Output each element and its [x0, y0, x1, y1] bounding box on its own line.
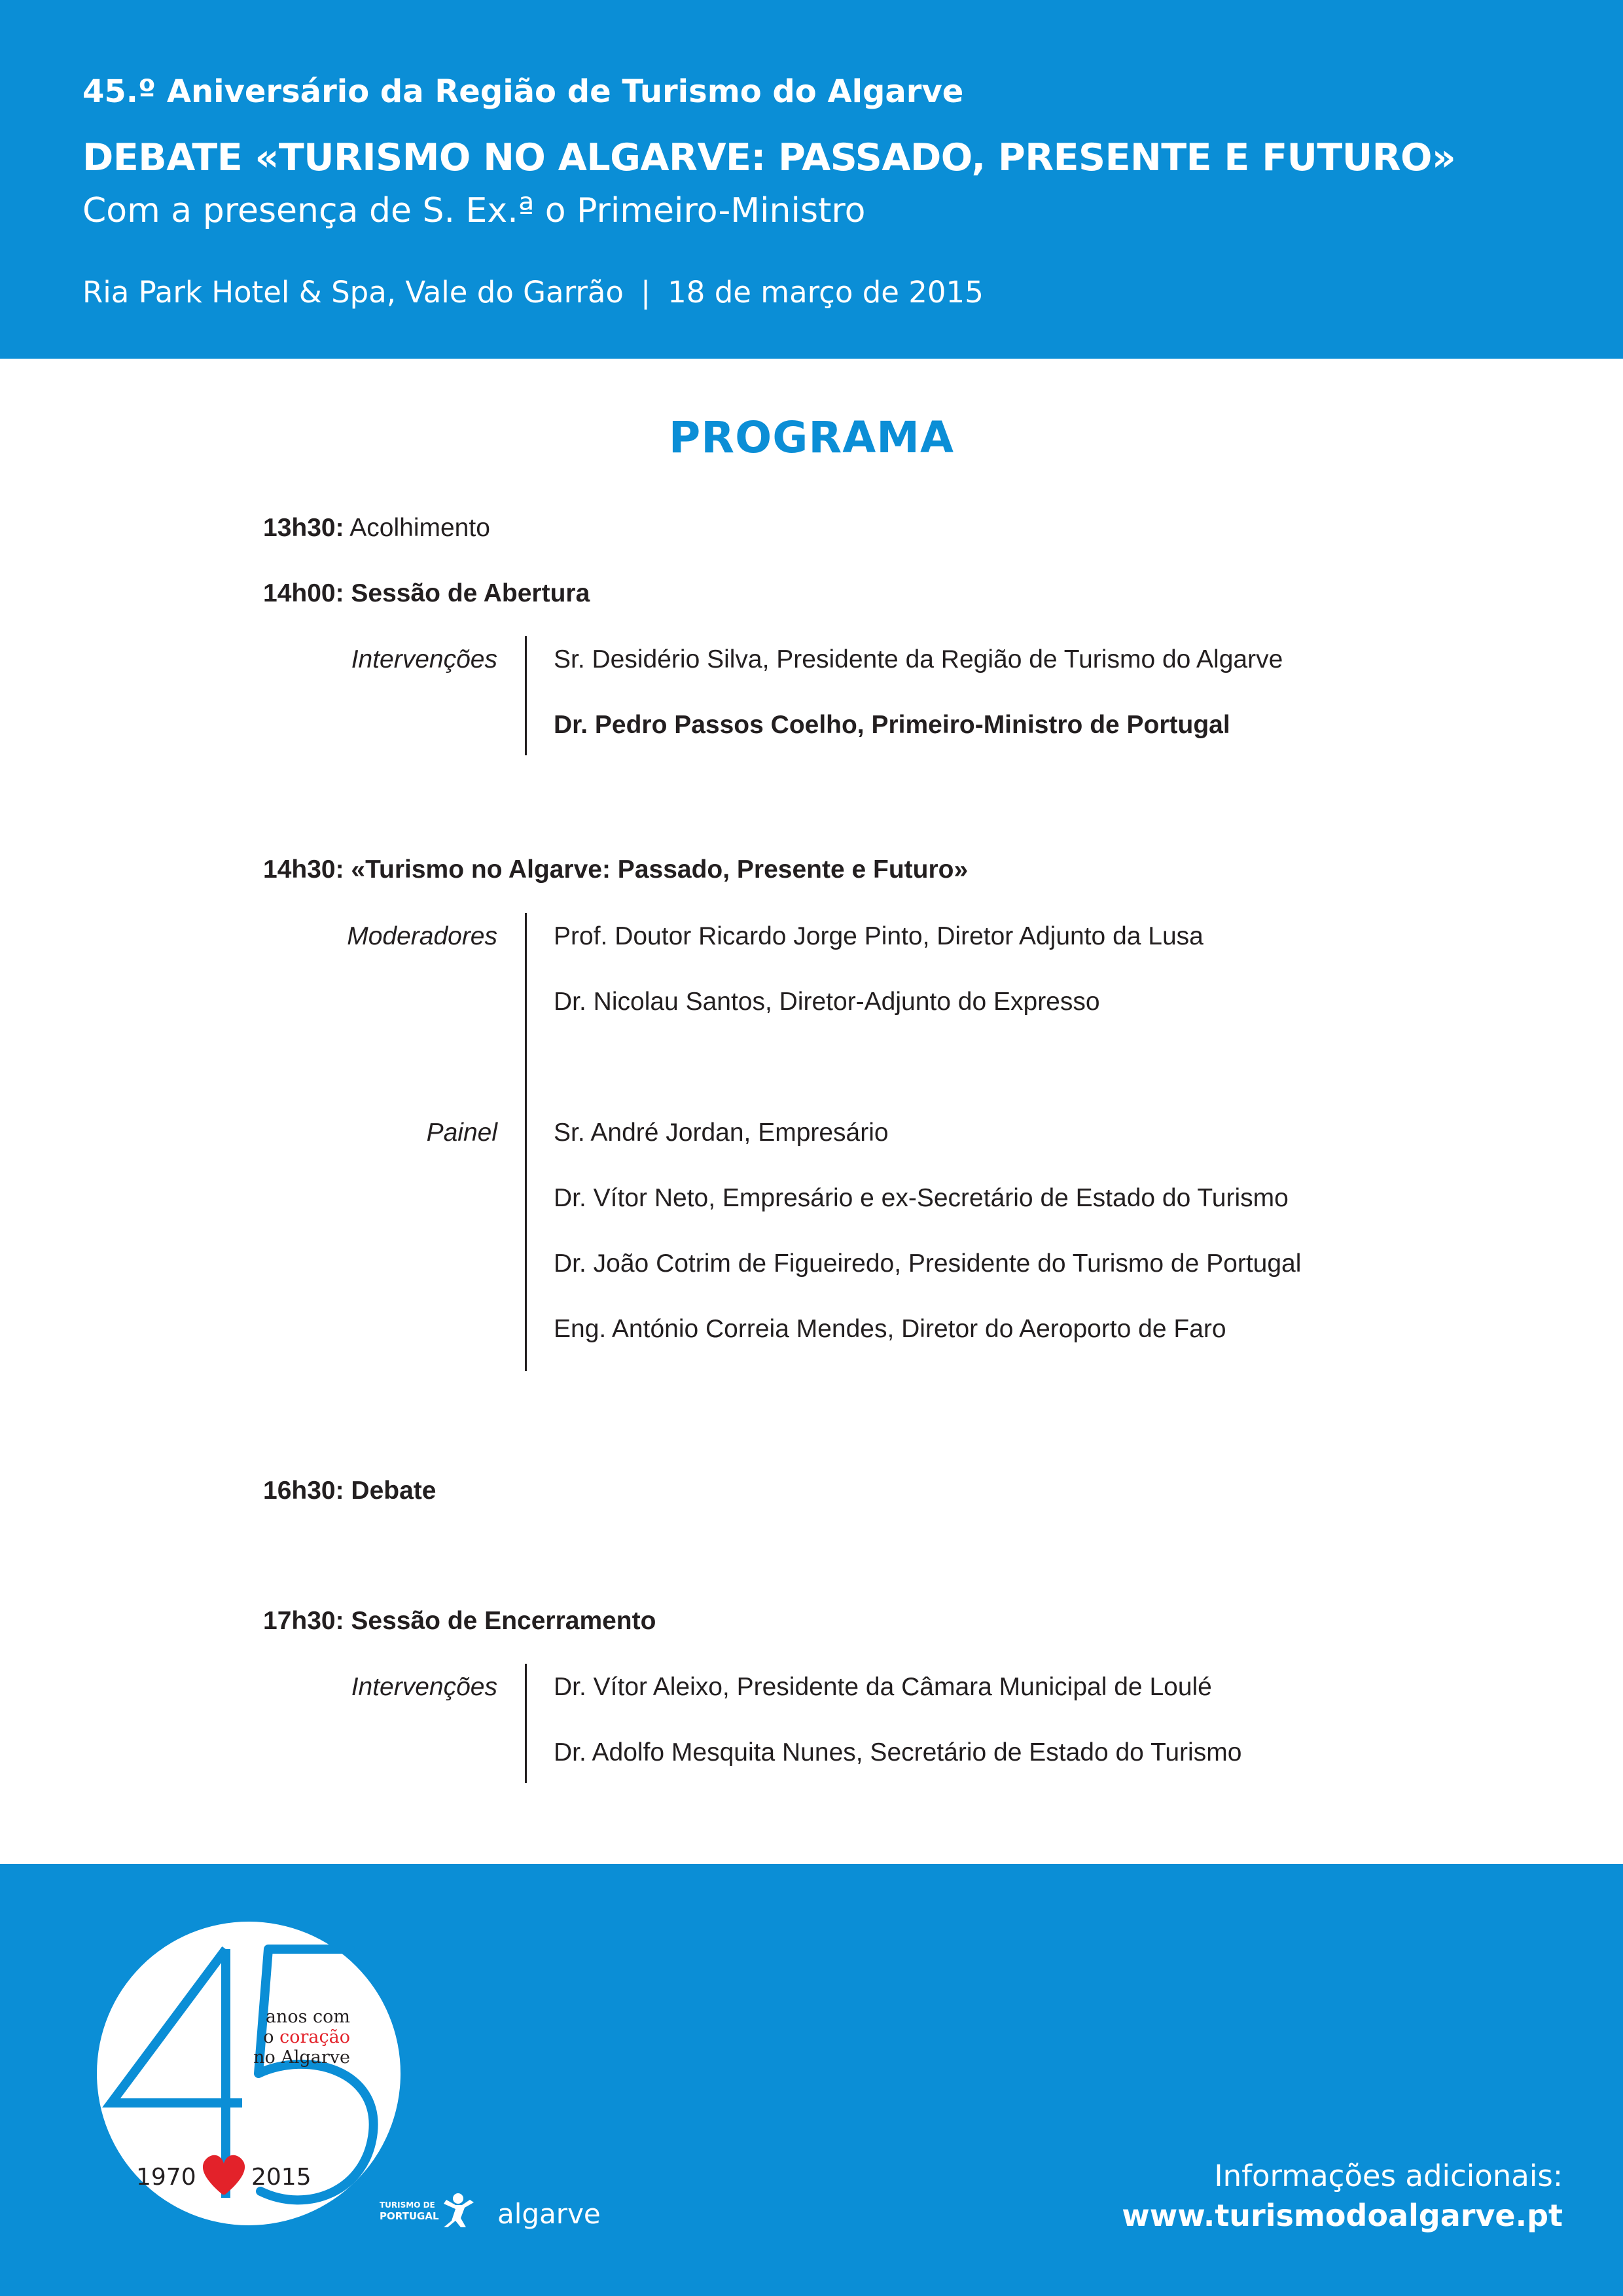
slot-abertura-title: 14h00: Sessão de Abertura	[263, 579, 590, 607]
programa-title: PROGRAMA	[668, 412, 955, 463]
turismo-mark-icon	[444, 2193, 474, 2227]
panelist-item: Dr. João Cotrim de Figueiredo, Presidente do Turismo de Portugal	[554, 1249, 1302, 1278]
logo-line2-highlight: coração	[279, 2027, 350, 2047]
moderator-item: Dr. Nicolau Santos, Diretor-Adjunto do Expresso	[554, 988, 1100, 1016]
logo-line2	[263, 2027, 350, 2047]
turismo-portugal-algarve-logo	[378, 2189, 627, 2235]
year-start: 1970	[136, 2164, 196, 2191]
venue-date-line	[82, 275, 984, 310]
brand-name: algarve	[497, 2198, 601, 2230]
info-url-link[interactable]: www.turismodoalgarve.pt	[1122, 2198, 1563, 2233]
logo-line3: no Algarve	[253, 2047, 350, 2068]
event-date: 18 de março de 2015	[668, 275, 984, 310]
speaker-item: Sr. Desidério Silva, Presidente da Região de Turismo do Algarve	[554, 645, 1283, 673]
slot-debate-topic-title: 14h30: «Turismo no Algarve: Passado, Presente e Futuro»	[263, 855, 969, 884]
slot-encerramento-title: 17h30: Sessão de Encerramento	[263, 1607, 656, 1635]
role-moderadores: Moderadores	[347, 922, 497, 950]
anniversary-line: 45.º Aniversário da Região de Turismo do Algarve	[82, 73, 964, 110]
role-intervencoes-encerramento: Intervenções	[351, 1673, 497, 1701]
slot-acolhimento	[263, 514, 490, 543]
brand-small-top: TURISMO DE	[380, 2200, 435, 2210]
speaker-item: Dr. Pedro Passos Coelho, Primeiro-Ministro de Portugal	[554, 711, 1230, 739]
header-banner	[0, 0, 1623, 359]
speaker-item: Dr. Adolfo Mesquita Nunes, Secretário de Estado do Turismo	[554, 1738, 1242, 1767]
moderator-item: Prof. Doutor Ricardo Jorge Pinto, Diretor Adjunto da Lusa	[554, 922, 1204, 950]
debate-title: DEBATE «TURISMO NO ALGARVE: PASSADO, PRESENTE E FUTURO»	[82, 136, 1456, 179]
logo-line1: anos com	[265, 2007, 350, 2027]
speaker-item: Dr. Vítor Aleixo, Presidente da Câmara Municipal de Loulé	[554, 1673, 1212, 1701]
panelist-item: Sr. André Jordan, Empresário	[554, 1119, 889, 1147]
divider-line	[525, 1664, 527, 1783]
presence-line: Com a presença de S. Ex.ª o Primeiro-Ministro	[82, 191, 866, 230]
separator: |	[640, 275, 651, 310]
divider-line	[525, 636, 527, 755]
panelist-item: Eng. António Correia Mendes, Diretor do Aeroporto de Faro	[554, 1315, 1226, 1343]
venue: Ria Park Hotel & Spa, Vale do Garrão	[82, 275, 624, 310]
slot-debate: 16h30: Debate	[263, 1477, 437, 1505]
divider-line	[525, 913, 527, 1371]
logo-line2-prefix: o	[263, 2027, 274, 2047]
info-label: Informações adicionais:	[1214, 2159, 1563, 2193]
slot-time: 13h30:	[263, 514, 344, 542]
role-intervencoes-abertura: Intervenções	[351, 645, 497, 673]
anniversary-45-logo	[92, 1916, 406, 2231]
brand-small-bottom: PORTUGAL	[380, 2210, 439, 2222]
panelist-item: Dr. Vítor Neto, Empresário e ex-Secretário de Estado do Turismo	[554, 1184, 1289, 1212]
year-end: 2015	[251, 2164, 312, 2191]
slot-label: Acolhimento	[349, 514, 490, 542]
role-painel: Painel	[426, 1119, 497, 1147]
